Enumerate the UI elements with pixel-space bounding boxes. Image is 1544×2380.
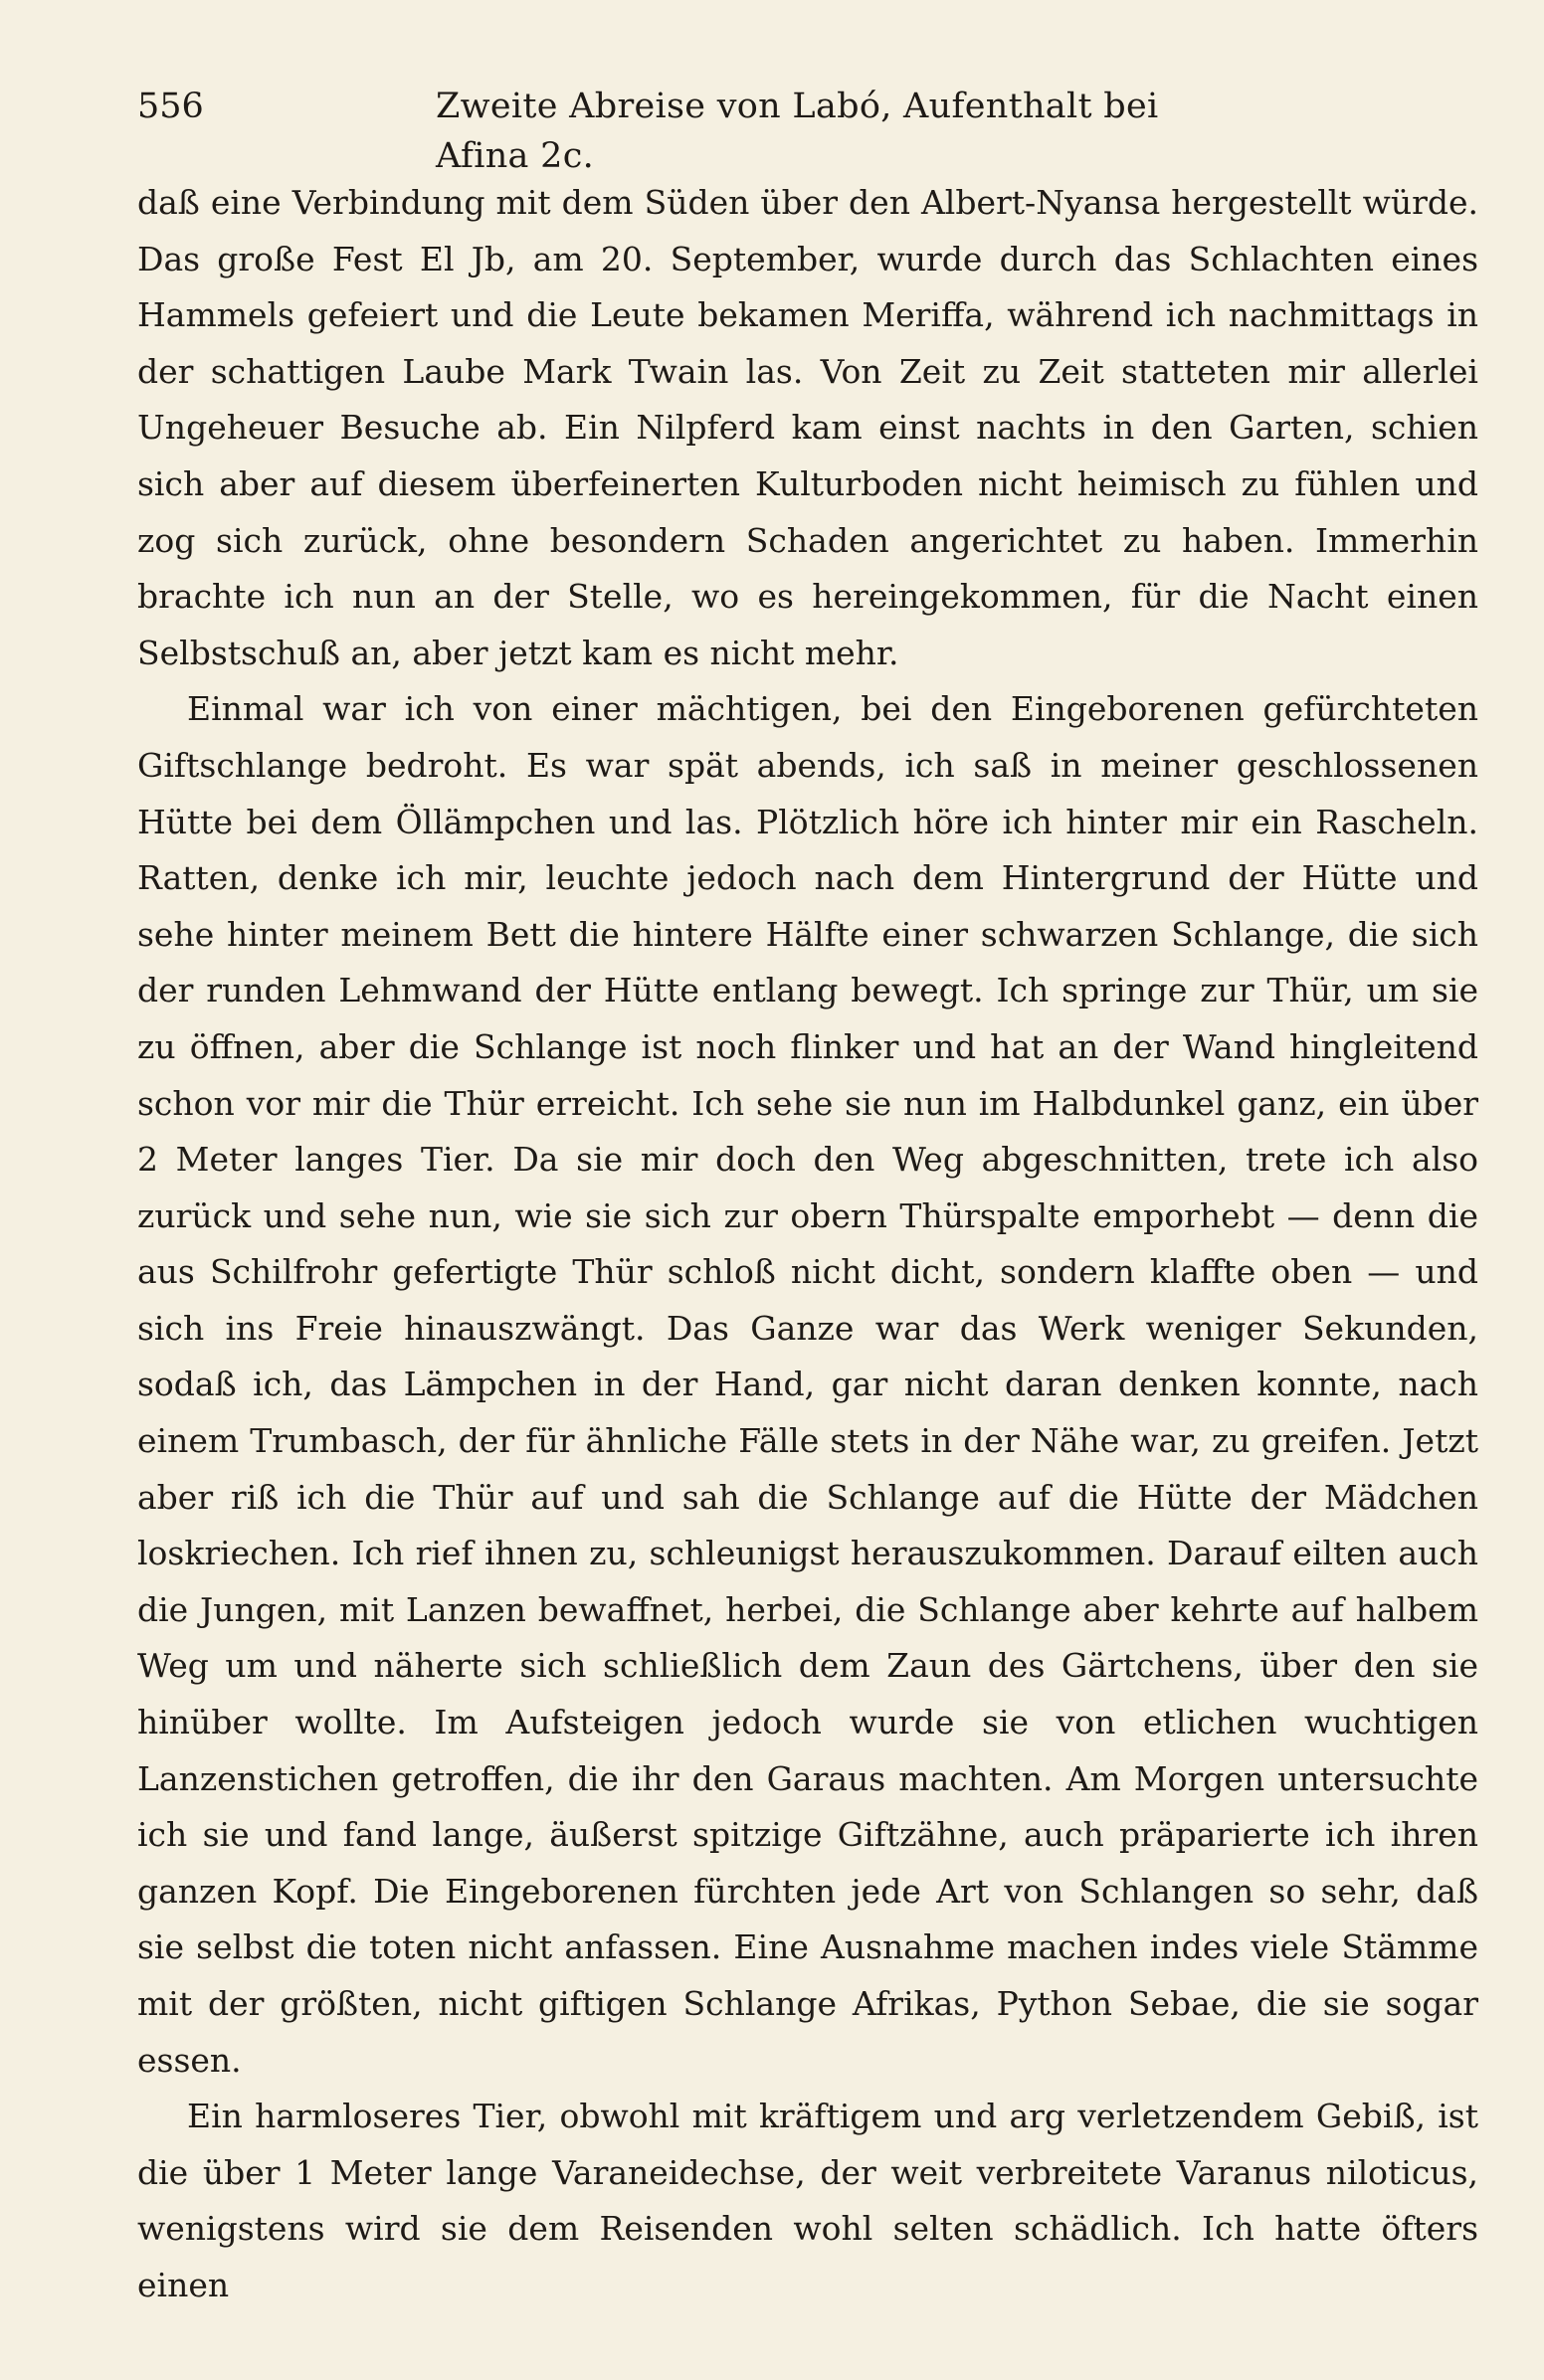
paragraph-1: daß eine Verbindung mit dem Süden über den Albert-Nyansa hergestellt würde. Das große Fest El Jb, am 20. September, wurde durch das Schlachten eines Hammels gefeiert und die Leute bekamen Meriffa, während ich nachmittags in der schattigen Laube Mark Twain las. Von Zeit zu Zeit statteten mir allerlei Ungeheuer Besuche ab. Ein Nilpferd kam einst nachts in den Garten, schien sich aber auf diesem überfeinerten Kulturboden nicht heimisch zu fühlen und zog sich zurück, ohne besondern Schaden angerichtet zu haben. Immerhin brachte ich nun an der Stelle, wo es hereingekommen, für die Nacht einen Selbstschuß an, aber jetzt kam es nicht mehr. [137,183,1478,672]
body-text [137,175,1478,2314]
page-number: 556 [137,87,204,126]
page-header [137,82,1222,176]
running-head: Zweite Abreise von Labó, Aufenthalt bei Afina 2c. [436,87,1159,176]
paragraph-3: Ein harmloseres Tier, obwohl mit kräftigem und arg verletzendem Gebiß, ist die über 1 Meter lange Varaneidechse, der weit verbreitete Varanus niloticus, wenigstens wird sie dem Reisenden wohl selten schädlich. Ich hatte öfters einen [137,2097,1478,2304]
paragraph-2: Einmal war ich von einer mächtigen, bei den Eingeborenen gefürchteten Giftschlange bedroht. Es war spät abends, ich saß in meiner geschlossenen Hütte bei dem Öllämpchen und las. Plötzlich höre ich hinter mir ein Rascheln. Ratten, denke ich mir, leuchte jedoch nach dem Hintergrund der Hütte und sehe hinter meinem Bett die hintere Hälfte einer schwarzen Schlange, die sich der runden Lehmwand der Hütte entlang bewegt. Ich springe zur Thür, um sie zu öffnen, aber die Schlange ist noch flinker und hat an der Wand hingleitend schon vor mir die Thür erreicht. Ich sehe sie nun im Halbdunkel ganz, ein über 2 Meter langes Tier. Da sie mir doch den Weg abgeschnitten, trete ich also zurück und sehe nun, wie sie sich zur obern Thürspalte emporhebt — denn die aus Schilfrohr gefertigte Thür schloß nicht dicht, sondern klaffte oben — und sich ins Freie hinauszwängt. Das Ganze war das Werk weniger Sekunden, sodaß ich, das Lämpchen in der Hand, gar nicht daran denken konnte, nach einem Trumbasch, der für ähnliche Fälle stets in der Nähe war, zu greifen. Jetzt aber riß ich die Thür auf und sah die Schlange auf die Hütte der Mädchen loskriechen. Ich rief ihnen zu, schleunigst herauszukommen. Darauf eilten auch die Jungen, mit Lanzen bewaffnet, herbei, die Schlange aber kehrte auf halbem Weg um und näherte sich schließlich dem Zaun des Gärtchens, über den sie hinüber wollte. Im Aufsteigen jedoch wurde sie von etlichen wuchtigen Lanzenstichen getroffen, die ihr den Garaus machten. Am Morgen untersuchte ich sie und fand lange, äußerst spitzige Giftzähne, auch präparierte ich ihren ganzen Kopf. Die Eingeborenen fürchten jede Art von Schlangen so sehr, daß sie selbst die toten nicht anfassen. Eine Ausnahme machen indes viele Stämme mit der größten, nicht giftigen Schlange Afrikas, Python Sebae, die sie sogar essen. [137,689,1478,2080]
